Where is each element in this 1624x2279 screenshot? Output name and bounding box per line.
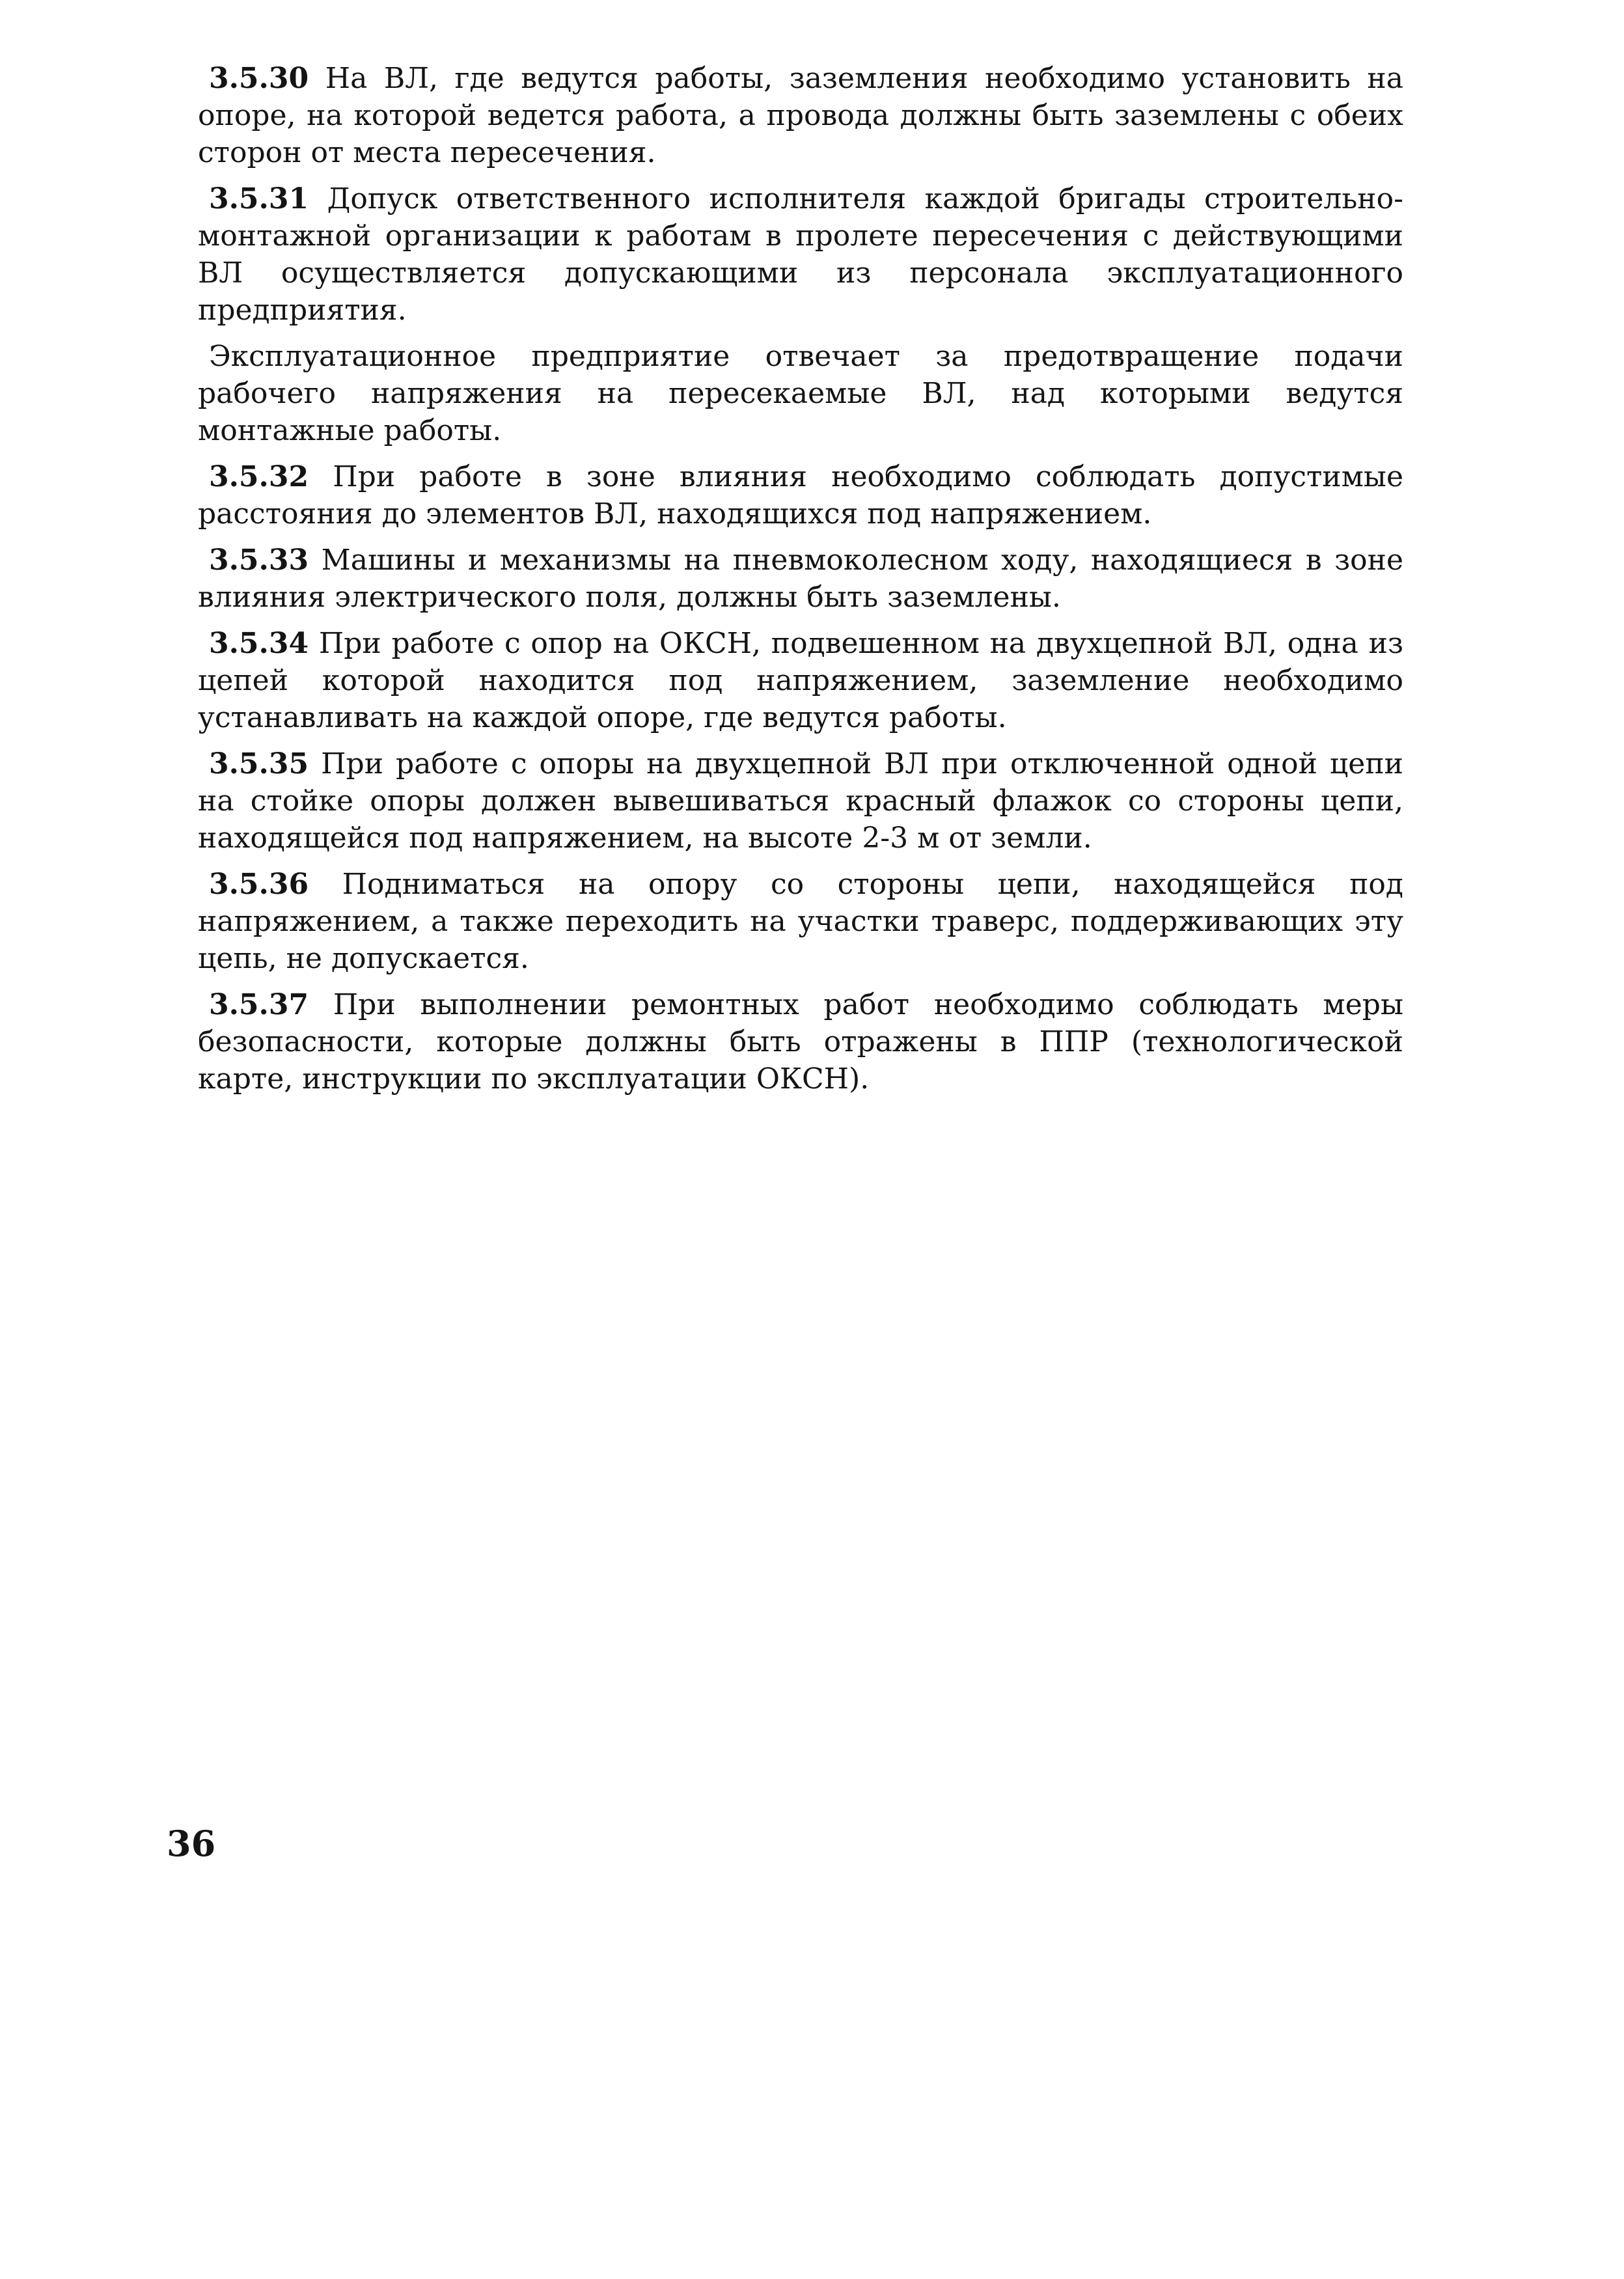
paragraph-text: На ВЛ, где ведутся работы, заземления необходимо установить на опоре, на которой ведется работа, а провода должны быть заземлены с обеих сторон от места пересечения. [198,62,1403,169]
paragraph-text: Эксплуатационное предприятие отвечает за предотвращение подачи рабочего напряжения на пересекаемые ВЛ, над которыми ведутся монтажные работы. [198,340,1403,447]
paragraph-text: При работе в зоне влияния необходимо соблюдать допустимые расстояния до элементов ВЛ, находящихся под напряжением. [198,460,1403,531]
paragraph-3-5-34 [198,625,1403,736]
paragraph-3-5-31-continued [198,338,1403,449]
paragraph-3-5-37 [198,986,1403,1098]
clause-number: 3.5.36 [209,868,309,901]
clause-number: 3.5.33 [209,544,309,577]
clause-number: 3.5.37 [209,988,309,1021]
paragraph-text: При выполнении ремонтных работ необходимо соблюдать меры безопасности, которые должны быть отражены в ППР (технологической карте, инструкции по эксплуатации ОКСН). [198,988,1403,1096]
paragraph-3-5-31 [198,180,1403,329]
paragraph-3-5-35 [198,745,1403,857]
page-number: 36 [167,1823,216,1864]
paragraph-3-5-36 [198,866,1403,977]
clause-number: 3.5.34 [209,627,309,660]
clause-number: 3.5.31 [209,182,309,215]
clause-number: 3.5.30 [209,62,309,95]
body-text [198,60,1403,1107]
paragraph-text: Машины и механизмы на пневмоколесном ходу, находящиеся в зоне влияния электрического поля, должны быть заземлены. [198,544,1403,614]
paragraph-3-5-30 [198,60,1403,171]
paragraph-text: Допуск ответственного исполнителя каждой бригады строительно-монтажной организации к работам в пролете пересечения с действующими ВЛ осуществляется допускающими из персонала эксплуатационного предприятия. [198,182,1403,327]
paragraph-text: При работе с опоры на двухцепной ВЛ при отключенной одной цепи на стойке опоры должен вывешиваться красный флажок со стороны цепи, находящейся под напряжением, на высоте 2-3 м от земли. [198,747,1403,855]
paragraph-3-5-32 [198,458,1403,532]
paragraph-text: Подниматься на опору со стороны цепи, находящейся под напряжением, а также переходить на участки траверс, поддерживающих эту цепь, не допускается. [198,868,1403,975]
clause-number: 3.5.32 [209,460,309,493]
paragraph-3-5-33 [198,542,1403,616]
paragraph-text: При работе с опор на ОКСН, подвешенном на двухцепной ВЛ, одна из цепей которой находится под напряжением, заземление необходимо устанавливать на каждой опоре, где ведутся работы. [198,627,1403,734]
clause-number: 3.5.35 [209,747,309,780]
